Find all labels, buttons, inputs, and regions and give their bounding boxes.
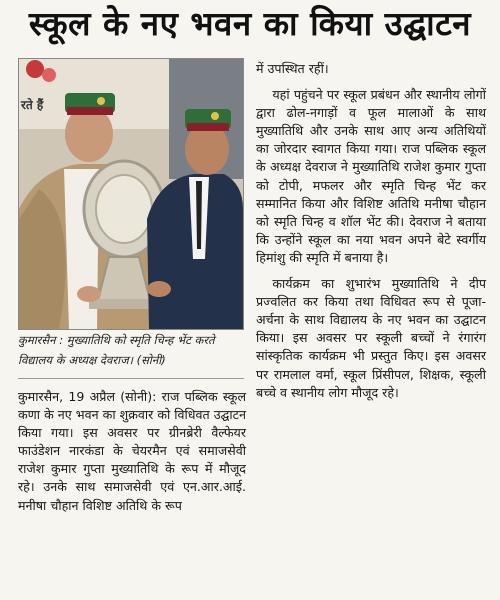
article-column-right	[256, 60, 486, 402]
headline: स्कूल के नए भवन का किया उद्घाटन	[28, 4, 472, 43]
caption-divider	[18, 378, 244, 379]
news-photo	[18, 58, 244, 330]
article-paragraph: कुमारसैन, 19 अप्रैल (सोनी): राज पब्लिक स्कूल कणा के नए भवन का शुक्रवार को विधिवत उद्घाटन किया गया। इस अवसर पर ग्रीनब्रेरी वैल्फेयर फाउंडेशन नारकंडा के चेयरमैन एवं समाजसेवी राजेश कुमार गुप्ता मुख्यातिथि के रूप में मौजूद रहे। उनके साथ समाजसेवी एवं एन.आर.आई. मनीषा चौहान विशिष्ट अतिथि के रूप	[18, 389, 246, 513]
photo-caption: कुमारसैन : मुख्यातिथि को स्मृति चिन्ह भेंट करते विद्यालय के अध्यक्ष देवराज। (सोनी)	[18, 333, 215, 367]
article-paragraph: कार्यक्रम का शुभारंभ मुख्यातिथि ने दीप प्रज्वलित कर किया तथा विधिवत रूप से पूजा-अर्चना के साथ विद्यालय के नए भवन का उद्घाटन किया। इस अवसर पर स्कूली बच्चों ने रंगारंग सांस्कृतिक कार्यक्रम भी प्रस्तुत किए। इस अवसर पर रामलाल वर्मा, स्कूल प्रिंसीपल, शिक्षक, स्कूली बच्चे व स्थानीय लोग मौजूद रहे।	[256, 276, 486, 400]
article-paragraph: में उपस्थित रहीं।	[256, 61, 329, 76]
article-paragraph: यहां पहुंचने पर स्कूल प्रबंधन और स्थानीय लोगों द्वारा ढोल-नगाड़ों व फूल मालाओं के साथ मुख्यातिथि और उनके साथ आए अन्य अतिथियों का जोरदार स्वागत किया गया। राज पब्लिक स्कूल के अध्यक्ष देवराज ने मुख्यातिथि राजेश कुमार गुप्ता को टोपी, मफलर और स्मृति चिन्ह भेंट कर सम्मानित किया और विशिष्ट अतिथि मनीषा चौहान को स्मृति चिन्ह व शॉल भेंट की। देवराज ने बताया कि उन्होंने स्कूल का नया भवन अपने बेटे स्वर्गीय हिमांशु की स्मृति में बनाया है।	[256, 87, 486, 265]
banner-text: रते हैं	[21, 98, 44, 112]
photo-illustration	[19, 59, 243, 329]
article-column-left	[18, 388, 246, 515]
